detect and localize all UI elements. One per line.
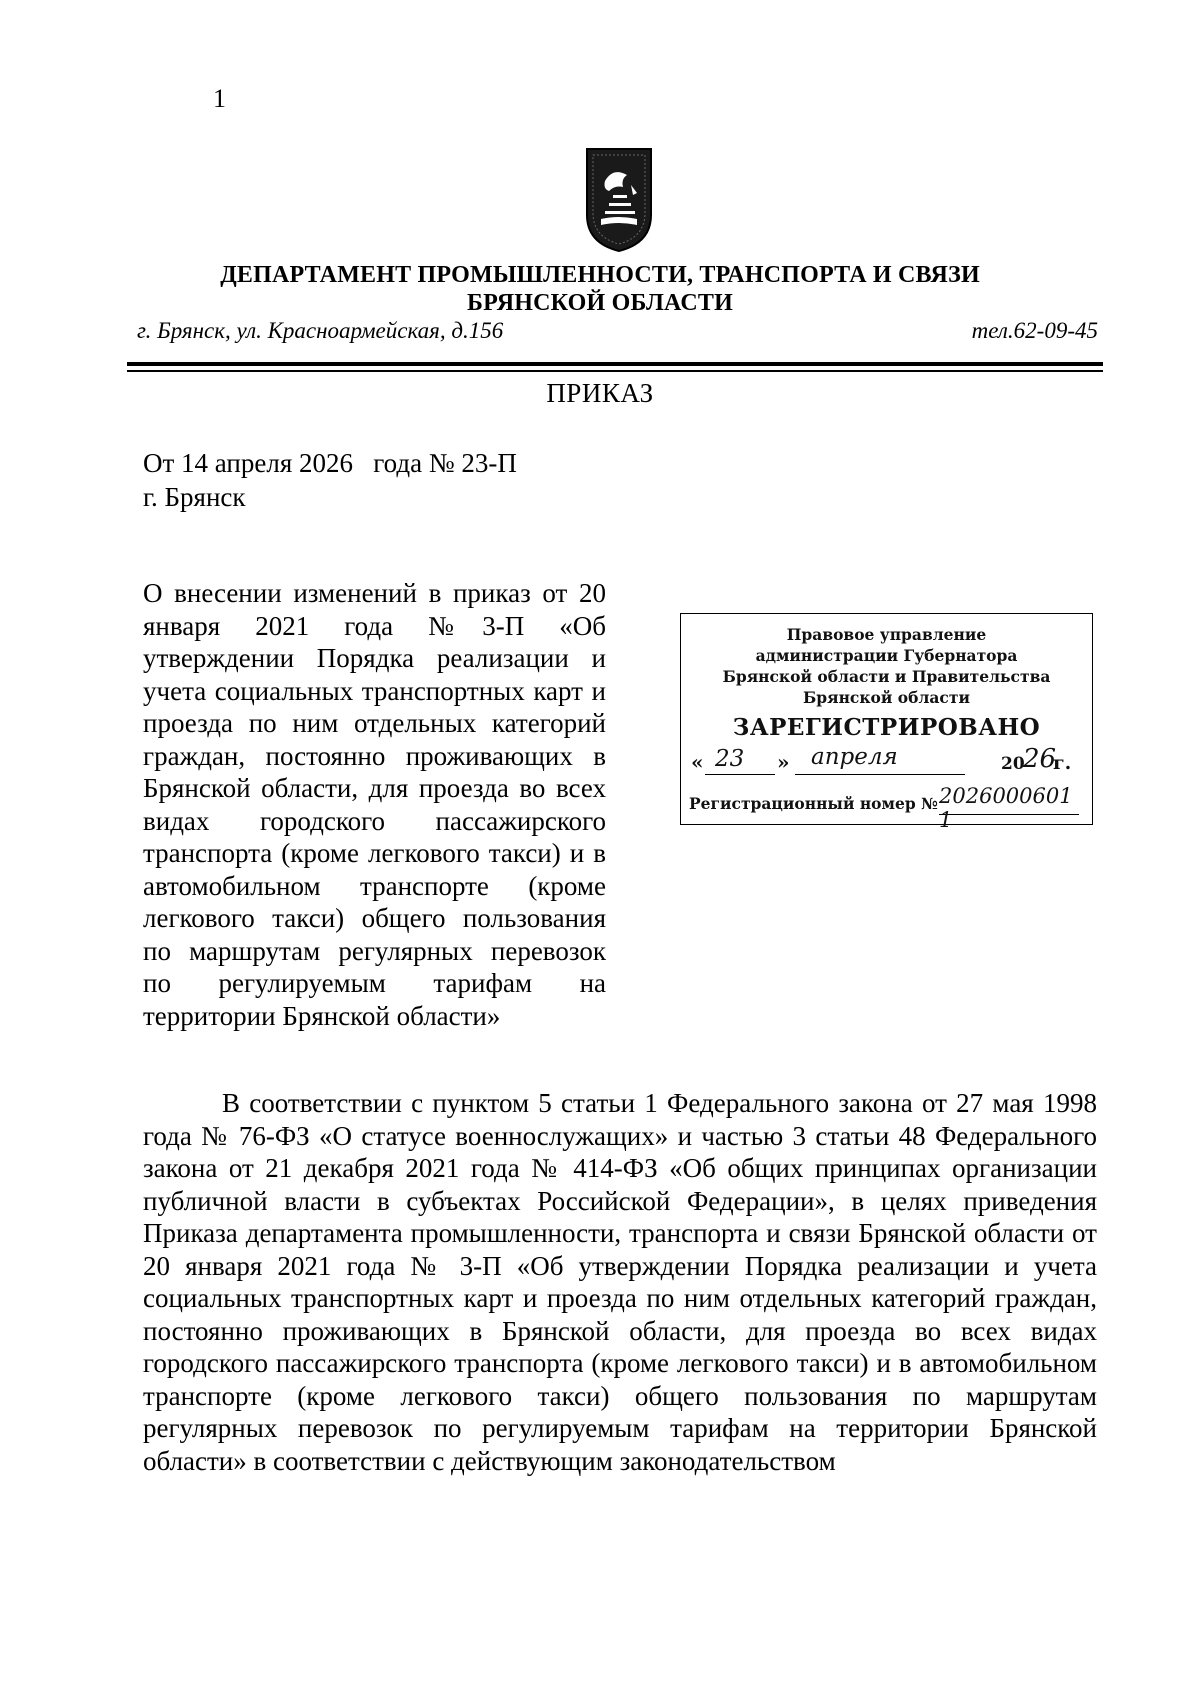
stamp-org-line4: Брянской области <box>803 688 970 707</box>
stamp-day: 23 <box>715 746 745 772</box>
order-subject: О внесении изменений в приказ от 20 января 2021 года №3-П «Об утверждении Порядка реализации и учета социальных транспортных карт и проезда по ним отдельных категорий граждан, постоянно проживающих в Брянской области, для проезда во всех видах городского пассажирского транспорта (кроме легкового такси) и в автомобильном транспорте (кроме легкового такси) общего пользования по маршрутам регулярных перевозок по регулируемым тарифам на территории Брянской области» <box>143 578 606 1031</box>
department-phone: тел.62-09-45 <box>971 318 1098 343</box>
preamble-paragraph: В соответствии с пунктом 5 статьи 1 Федерального закона от 27 мая 1998 года № 76-ФЗ «О статусе военнослужащих» и частью 3 статьи 48 Федерального закона от 21 декабря 2021 года № 414-ФЗ «Об общих принципах организации публичной власти в субъектах Российской Федерации», в целях приведения Приказа департамента промышленности, транспорта и связи Брянской области от 20 января 2021 года № 3-П «Об утверждении Порядка реализации и учета социальных транспортных карт и проезда по ним отдельных категорий граждан, постоянно проживающих в Брянской области, для проезда во всех видах городского пассажирского транспорта (кроме легкового такси) и в автомобильном транспорте (кроме легкового такси) общего пользования по маршрутам регулярных перевозок по регулируемым тарифам на территории Брянской области» в соответствии с действующим законодательством <box>143 1088 1097 1476</box>
stamp-org-line2: администрации Губернатора <box>755 646 1018 665</box>
stamp-registered-label: ЗАРЕГИСТРИРОВАНО <box>732 714 1041 741</box>
stamp-quote-close: » <box>777 750 790 774</box>
stamp-month-line <box>795 774 965 775</box>
department-name-line2: БРЯНСКОЙ ОБЛАСТИ <box>467 290 733 316</box>
stamp-org-line1: Правовое управление <box>786 625 987 644</box>
stamp-org-line3: Брянской области и Правительства <box>722 667 1051 686</box>
document-type-title: ПРИКАЗ <box>546 378 654 408</box>
stamp-month: апреля <box>811 744 898 770</box>
order-date-number: От 14 апреля 2026 года № 23-П <box>143 448 517 478</box>
department-address: г. Брянск, ул. Красноармейская, д.156 <box>137 318 504 343</box>
department-name-line1: ДЕПАРТАМЕНТ ПРОМЫШЛЕННОСТИ, ТРАНСПОРТА И СВЯЗИ <box>220 262 980 288</box>
registration-stamp <box>680 613 1093 832</box>
page-number: 1 <box>213 84 226 113</box>
stamp-year-unit: г. <box>1053 752 1072 774</box>
stamp-quote-open: « <box>691 750 704 774</box>
header-divider-thick <box>127 362 1103 366</box>
header-divider-thin <box>127 370 1103 372</box>
stamp-year-suffix: 26 <box>1023 744 1057 774</box>
stamp-reg-number-label: Регистрационный номер № <box>689 794 938 813</box>
order-city: г. Брянск <box>143 482 246 512</box>
order-preamble <box>143 1087 1097 1477</box>
stamp-reg-number: 2026000601 1 <box>939 784 1073 832</box>
stamp-day-line <box>705 774 775 775</box>
coat-of-arms-icon <box>583 145 655 255</box>
stamp-year-prefix: 20 <box>1001 754 1025 774</box>
